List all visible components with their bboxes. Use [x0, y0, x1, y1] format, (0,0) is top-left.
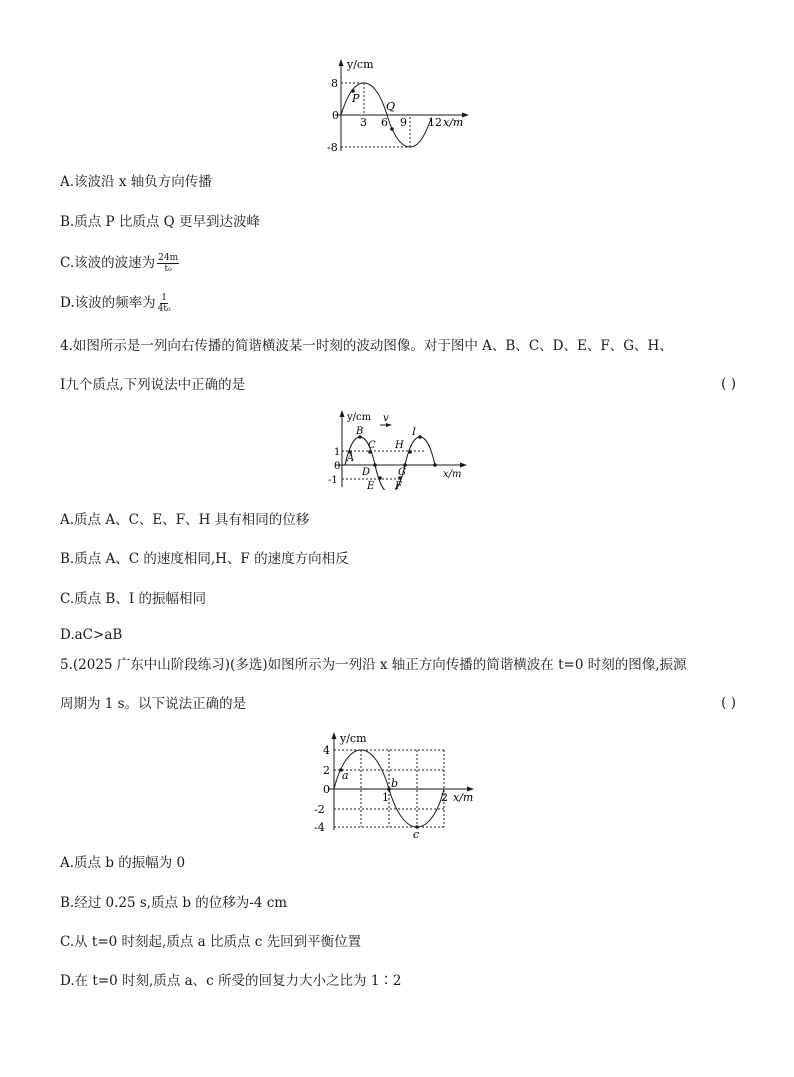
q4-option-d: D.aC>aB	[60, 627, 123, 643]
option-a: A.该波沿 x 轴负方向传播	[60, 174, 212, 190]
svg-text:x/m: x/m	[453, 791, 474, 804]
svg-text:-4: -4	[314, 821, 325, 834]
svg-text:6: 6	[381, 116, 388, 129]
svg-text:12: 12	[428, 116, 442, 129]
point-q	[390, 127, 394, 131]
wave-graph-1	[325, 55, 475, 155]
svg-text:E: E	[367, 481, 375, 490]
svg-text:B: B	[356, 426, 364, 437]
svg-text:y/cm: y/cm	[347, 412, 372, 423]
svg-text:0: 0	[332, 109, 339, 122]
svg-text:1: 1	[334, 447, 341, 458]
svg-text:y/cm: y/cm	[340, 732, 367, 745]
svg-text:b: b	[391, 777, 399, 790]
q5-stem-line2: 周期为 1 s。以下说法正确的是	[60, 696, 247, 712]
svg-text:v: v	[383, 413, 389, 424]
svg-text:1: 1	[382, 791, 389, 804]
q4-option-b: B.质点 A、C 的速度相同,H、F 的速度方向相反	[60, 551, 349, 567]
svg-text:c: c	[413, 828, 420, 840]
q4-option-c: C.质点 B、I 的振幅相同	[60, 591, 206, 607]
svg-text:A: A	[347, 453, 355, 464]
svg-text:0: 0	[334, 461, 341, 472]
q4-stem-line1: 4.如图所示是一列向右传播的简谐横波某一时刻的波动图像。对于图中 A、B、C、D、E、F、G、H、	[60, 338, 673, 354]
wave-curve	[345, 437, 435, 490]
svg-text:4: 4	[323, 744, 330, 757]
svg-text:y/cm: y/cm	[347, 58, 374, 71]
svg-text:I: I	[412, 427, 416, 438]
svg-text:x/m: x/m	[443, 469, 462, 480]
svg-text:9: 9	[400, 116, 407, 129]
option-c: C.该波的波速为 $\frac{24m}{\text{t₀}}$	[60, 253, 179, 274]
q5-stem-line1: 5.(2025 广东中山阶段练习)(多选)如图所示为一列沿 x 轴正方向传播的简谐横波在 t=0 时刻的图像,振源	[60, 657, 687, 673]
svg-text:-8: -8	[327, 141, 338, 154]
q4-stem-line2: I九个质点,下列说法中正确的是	[60, 377, 246, 393]
svg-text:H: H	[395, 440, 404, 451]
wave-graph-2	[325, 405, 475, 490]
svg-text:x/m: x/m	[443, 116, 464, 129]
option-d: D.该波的频率为 $\frac{1}{\text{4t₀}}$	[60, 293, 171, 314]
option-b: B.质点 P 比质点 Q 更早到达波峰	[60, 214, 261, 230]
wave-graph-3	[310, 725, 490, 840]
svg-text:8: 8	[331, 77, 338, 90]
svg-text:a: a	[342, 769, 349, 782]
q4-option-a: A.质点 A、C、E、F、H 具有相同的位移	[60, 512, 310, 528]
svg-text:0: 0	[323, 783, 330, 796]
svg-text:P: P	[352, 92, 360, 105]
svg-text:F: F	[395, 481, 402, 490]
svg-text:D: D	[362, 467, 371, 478]
svg-text:Q: Q	[386, 100, 396, 113]
q5-option-a: A.质点 b 的振幅为 0	[60, 855, 186, 871]
q4-answer-paren: ( )	[721, 376, 736, 392]
q5-option-b: B.经过 0.25 s,质点 b 的位移为-4 cm	[60, 895, 288, 911]
svg-text:2: 2	[323, 764, 330, 777]
svg-text:-2: -2	[314, 803, 325, 816]
svg-text:C: C	[368, 440, 376, 451]
svg-text:2: 2	[441, 791, 448, 804]
y-axis-arrow	[339, 59, 344, 66]
q5-answer-paren: ( )	[721, 695, 736, 711]
svg-text:3: 3	[360, 116, 367, 129]
q5-option-c: C.从 t=0 时刻起,质点 a 比质点 c 先回到平衡位置	[60, 934, 362, 950]
svg-text:G: G	[398, 467, 406, 478]
q5-option-d: D.在 t=0 时刻,质点 a、c 所受的回复力大小之比为 1∶2	[60, 973, 402, 989]
svg-text:-1: -1	[328, 475, 338, 486]
